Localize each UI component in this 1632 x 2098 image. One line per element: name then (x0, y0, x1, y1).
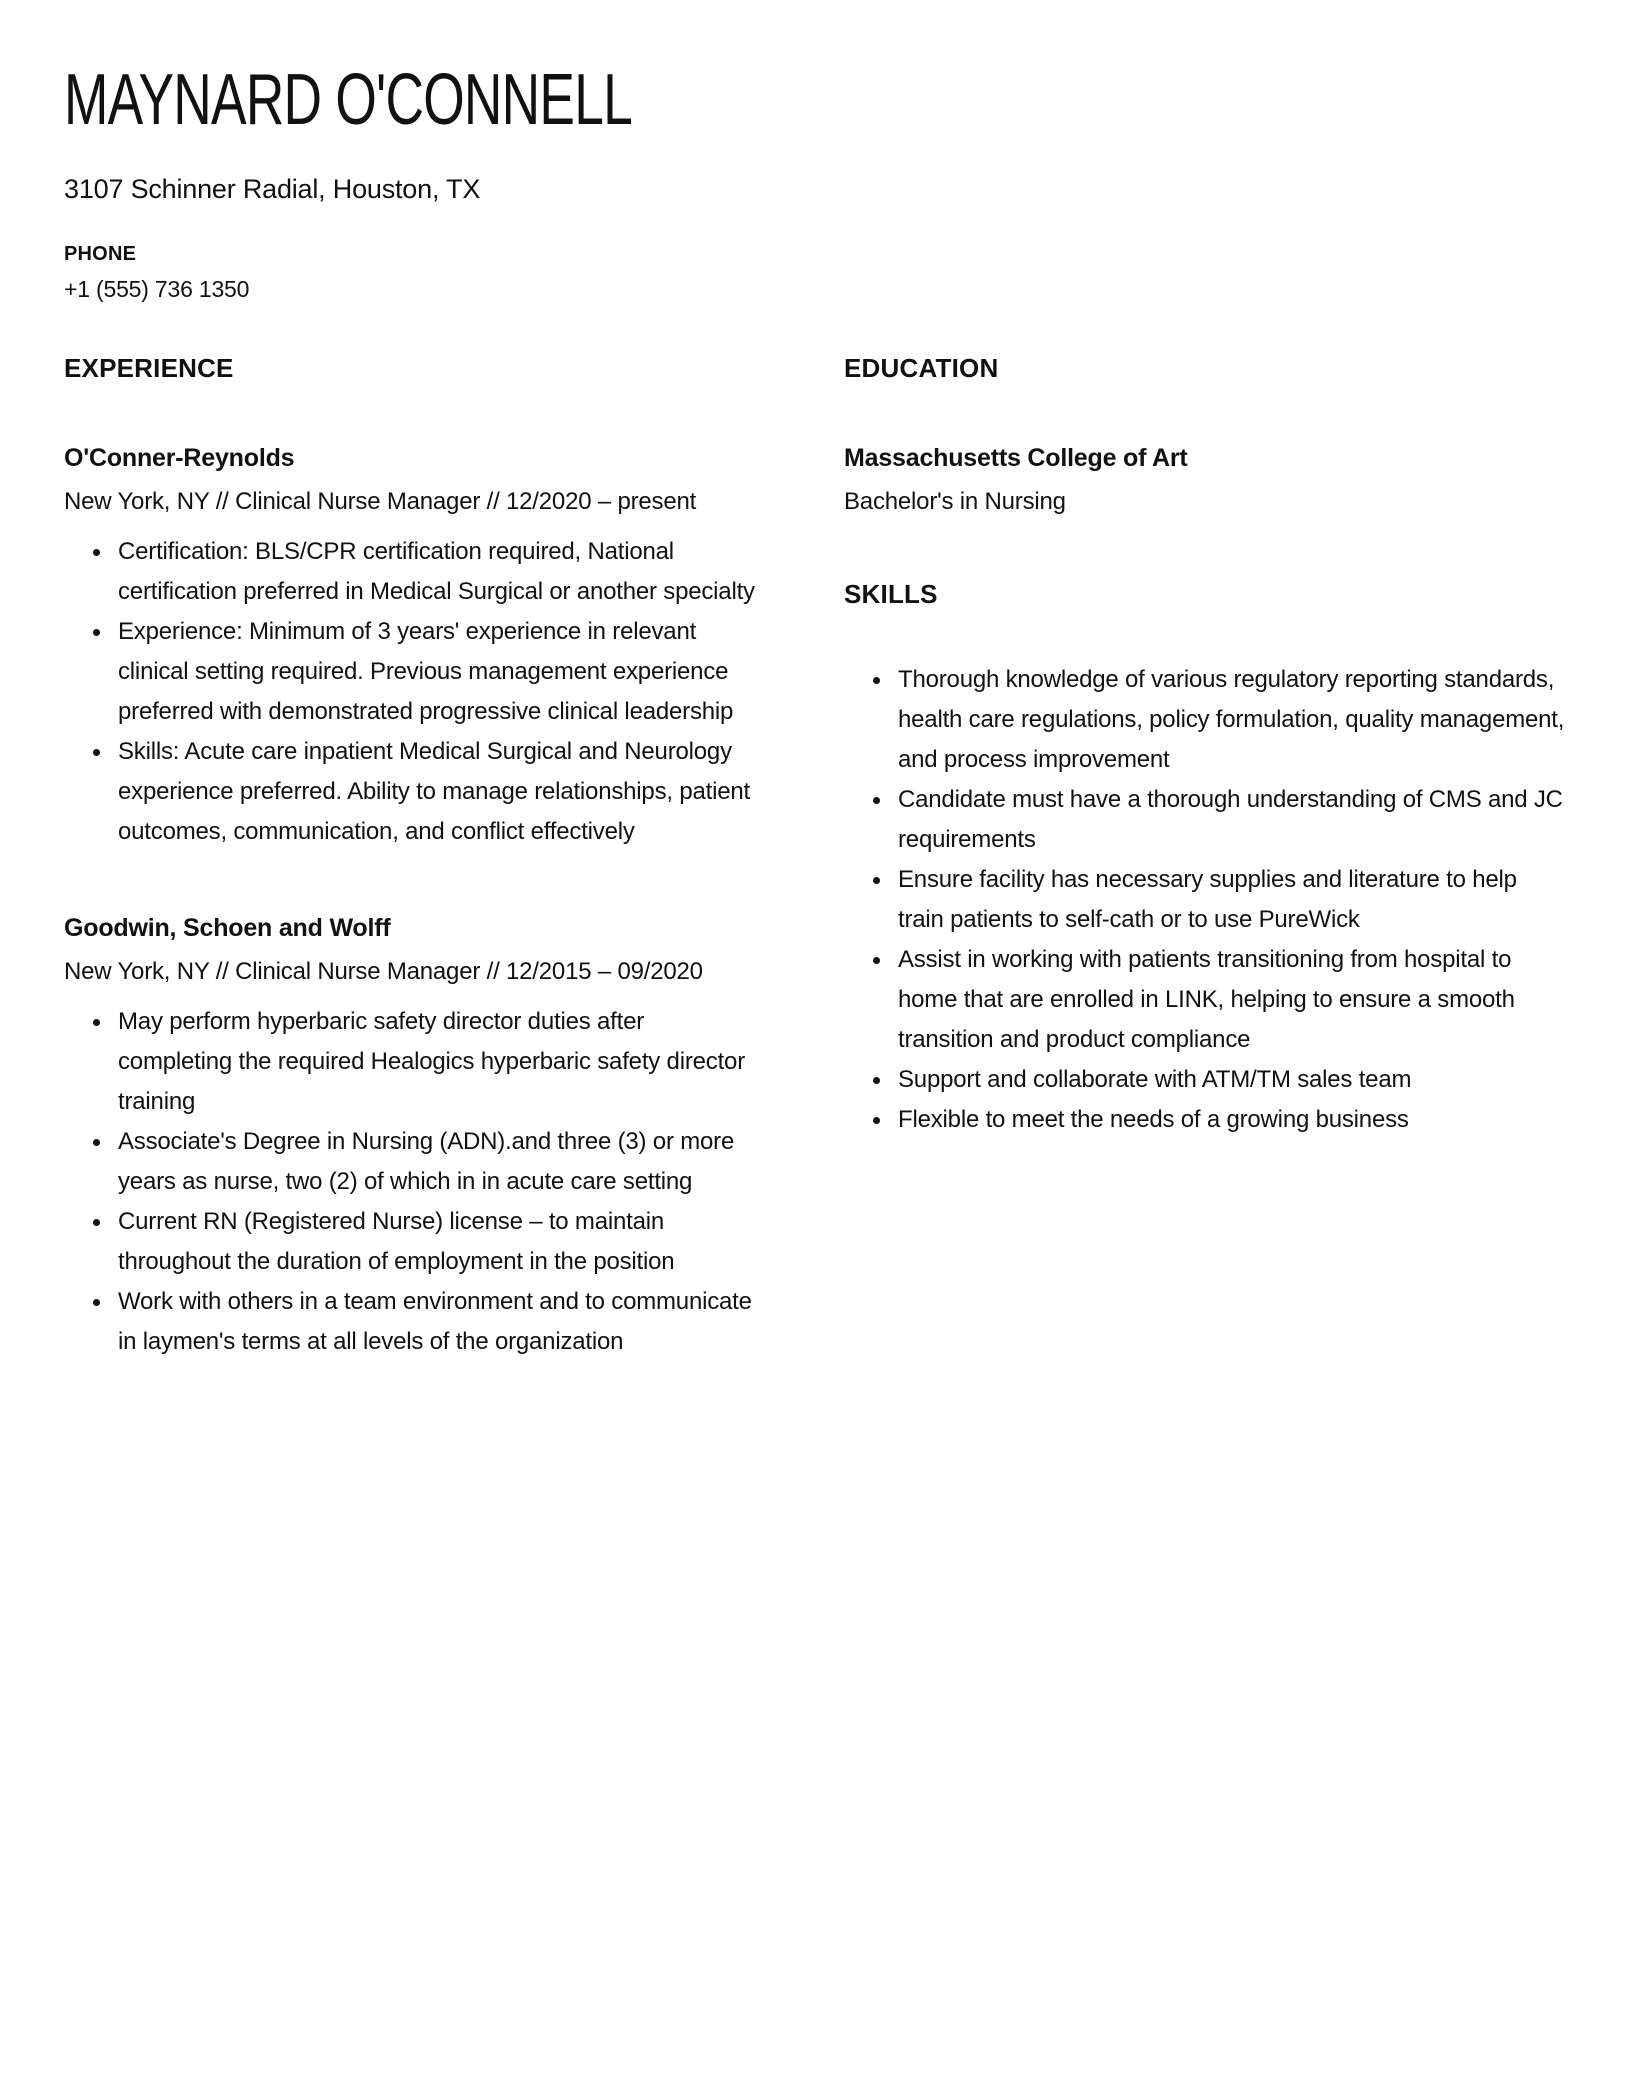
skill-bullet: Ensure facility has necessary supplies and literature to help train patients to self-cath or to use PureWick (844, 860, 1568, 940)
job-meta-line: New York, NY // Clinical Nurse Manager // 12/2020 – present (64, 488, 697, 515)
candidate-address: 3107 Schinner Radial, Houston, TX (64, 174, 481, 204)
job-meta-line: New York, NY // Clinical Nurse Manager // 12/2015 – 09/2020 (64, 958, 703, 985)
skill-bullet: Candidate must have a thorough understanding of CMS and JC requirements (844, 780, 1568, 860)
job-company-name: Goodwin, Schoen and Wolff (64, 914, 391, 942)
phone-label: PHONE (64, 243, 137, 265)
candidate-name: MAYNARD O'CONNELL (64, 60, 632, 140)
education-section (844, 352, 1568, 518)
education-section-title: EDUCATION (844, 353, 999, 383)
job-bullet: Experience: Minimum of 3 years' experience in relevant clinical setting required. Previous management experience preferred with demonstrated progressive clinical leadership (64, 612, 764, 732)
experience-job-2 (64, 912, 764, 1362)
job-bullet-list (64, 532, 764, 852)
experience-job-1 (64, 442, 764, 852)
resume-columns (64, 352, 1568, 1362)
job-bullet: Associate's Degree in Nursing (ADN).and three (3) or more years as nurse, two (2) of which in in acute care setting (64, 1122, 764, 1202)
skill-bullet: Support and collaborate with ATM/TM sales team (844, 1060, 1568, 1100)
job-bullet: May perform hyperbaric safety director duties after completing the required Healogics hyperbaric safety director training (64, 1002, 764, 1122)
skills-bullet-list (844, 660, 1568, 1140)
skill-bullet: Flexible to meet the needs of a growing business (844, 1100, 1568, 1140)
right-column (844, 352, 1568, 1140)
job-bullet: Current RN (Registered Nurse) license – to maintain throughout the duration of employment in the position (64, 1202, 764, 1282)
skill-bullet: Thorough knowledge of various regulatory reporting standards, health care regulations, policy formulation, quality management, and process improvement (844, 660, 1568, 780)
education-school: Massachusetts College of Art (844, 444, 1188, 472)
education-degree: Bachelor's in Nursing (844, 488, 1066, 515)
skills-section-title: SKILLS (844, 579, 938, 609)
job-company-name: O'Conner-Reynolds (64, 444, 295, 472)
job-bullet: Work with others in a team environment and to communicate in laymen's terms at all levels of the organization (64, 1282, 764, 1362)
job-bullet: Skills: Acute care inpatient Medical Surgical and Neurology experience preferred. Ability to manage relationships, patient outcomes, communication, and conflict effectively (64, 732, 764, 852)
job-bullet: Certification: BLS/CPR certification required, National certification preferred in Medical Surgical or another specialty (64, 532, 764, 612)
phone-number: +1 (555) 736 1350 (64, 276, 250, 302)
experience-section-title: EXPERIENCE (64, 353, 234, 383)
job-bullet-list (64, 1002, 764, 1362)
skills-section (844, 578, 1568, 1140)
experience-section (64, 352, 764, 1362)
resume-header (64, 0, 1568, 304)
skill-bullet: Assist in working with patients transitioning from hospital to home that are enrolled in LINK, helping to ensure a smooth transition and product compliance (844, 940, 1568, 1060)
